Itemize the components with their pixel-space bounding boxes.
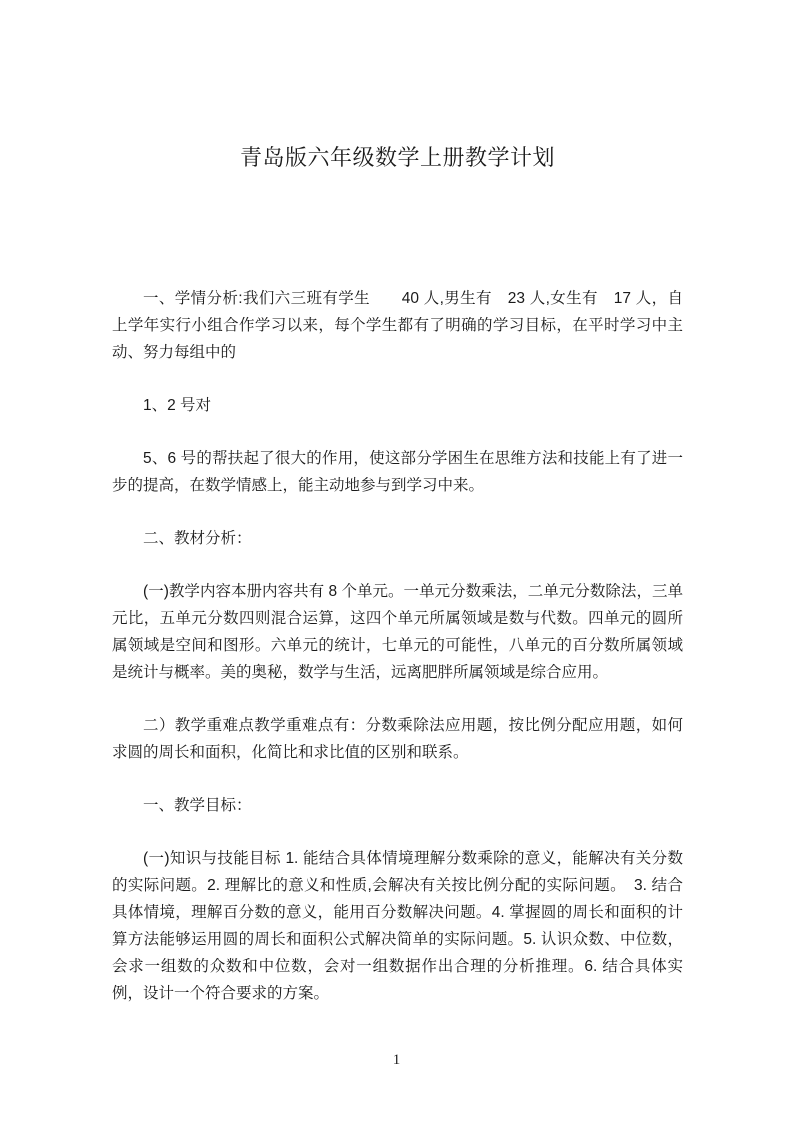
paragraph-student-analysis: 一、学情分析:我们六三班有学生 40 人,男生有 23 人,女生有 17 人，自上学年实行小组合作学习以来，每个学生都有了明确的学习目标，在平时学习中主动、努力每组中的 [112,290,683,361]
paragraph-key-difficulties: 二）教学重难点教学重难点有：分数乘除法应用题，按比例分配应用题，如何求圆的周长和面积，化简比和求比值的区别和联系。 [112,717,683,761]
page-number: 1 [392,1052,401,1068]
heading-textbook-analysis: 二、教材分析： [143,530,252,547]
paragraph-knowledge-skill-goals: (一)知识与技能目标 1. 能结合具体情境理解分数乘除的意义，能解决有关分数的实际问题。2. 理解比的意义和性质,会解决有关按比例分配的实际问题。 3. 结合具体情境，理解百分数的意义，能用百分数解决问题。4. 掌握圆的周长和面积的计算方法能够运用圆的周长和面积公式解决简单的实际问题。5. 认识众数、中位数，会求一组数的众数和中位数，会对一组数据作出合理的分析推理。6. 结合具体实例，设计一个符合要求的方案。 [112,850,683,1002]
paragraph-teaching-content: (一)教学内容本册内容共有 8 个单元。一单元分数乘法，二单元分数除法，三单元比，五单元分数四则混合运算，这四个单元所属领域是数与代数。四单元的圆所属领域是空间和图形。六单元的统计，七单元的可能性，八单元的百分数所属领域是统计与概率。美的奥秘，数学与生活，远离肥胖所属领域是综合应用。 [112,583,683,681]
heading-teaching-goals: 一、教学目标： [143,797,252,814]
paragraph-pair-numbers: 1、2 号对 [143,397,212,414]
document-body [112,285,683,1007]
document-title: 青岛版六年级数学上册教学计划 [239,145,555,170]
paragraph-helping-effect: 5、6 号的帮扶起了很大的作用，使这部分学困生在思维方法和技能上有了进一步的提高，在数学情感上，能主动地参与到学习中来。 [112,450,683,494]
